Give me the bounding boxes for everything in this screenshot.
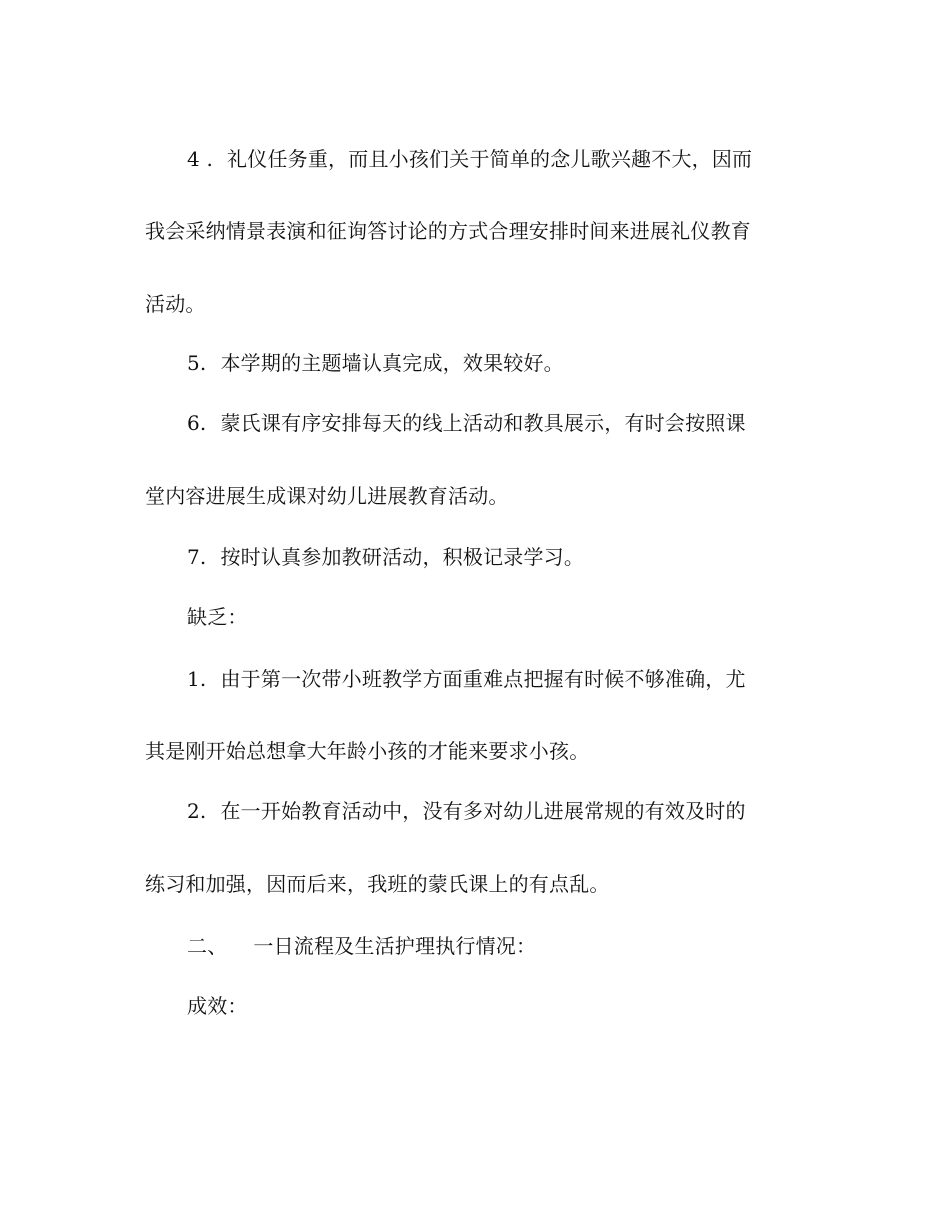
line-text: 成效： — [187, 994, 248, 1018]
line-text: 练习和加强，因而后来，我班的蒙氏课上的有点乱。 — [145, 872, 610, 896]
line-text: 活动。 — [145, 292, 206, 316]
list-number: 2. — [187, 799, 207, 823]
paragraph-line — [187, 351, 564, 375]
line-text: 一日流程及生活护理执行情况： — [253, 934, 537, 958]
paragraph-line — [187, 605, 248, 629]
line-text: 蒙氏课有序安排每天的线上活动和教具展示，有时会按照课 — [220, 411, 746, 435]
line-text: 堂内容进展生成课对幼儿进展教育活动。 — [145, 484, 509, 508]
line-text: 礼仪任务重，而且小孩们关于简单的念儿歌兴趣不大，因而 — [227, 147, 753, 171]
section-number: 二、 — [187, 934, 228, 958]
paragraph-line — [187, 994, 248, 1018]
list-number: 5. — [187, 351, 207, 375]
paragraph-line — [187, 667, 746, 691]
paragraph-line — [145, 484, 509, 508]
line-text: 本学期的主题墙认真完成，效果较好。 — [220, 351, 564, 375]
list-number: 1. — [187, 667, 207, 691]
list-number: 4 . — [187, 147, 214, 171]
line-text: 我会采纳情景表演和征询答讨论的方式合理安排时间来进展礼仪教育 — [145, 219, 751, 243]
paragraph-line — [145, 219, 751, 243]
line-text: 按时认真参加教研活动，积极记录学习。 — [220, 545, 585, 569]
paragraph-line — [187, 147, 752, 171]
line-text: 在一开始教育活动中，没有多对幼儿进展常规的有效及时的 — [220, 799, 746, 823]
paragraph-line — [187, 411, 746, 435]
list-number: 6. — [187, 411, 207, 435]
paragraph-line — [145, 872, 610, 896]
line-text: 由于第一次带小班教学方面重难点把握有时候不够准确，尤 — [220, 667, 746, 691]
list-number: 7. — [187, 545, 207, 569]
section-heading — [187, 934, 536, 958]
paragraph-line — [187, 799, 746, 823]
paragraph-line — [187, 545, 584, 569]
paragraph-line — [145, 292, 206, 316]
line-text: 缺乏： — [187, 605, 248, 629]
line-text: 其是刚开始总想拿大年龄小孩的才能来要求小孩。 — [145, 739, 590, 763]
paragraph-line — [145, 739, 589, 763]
